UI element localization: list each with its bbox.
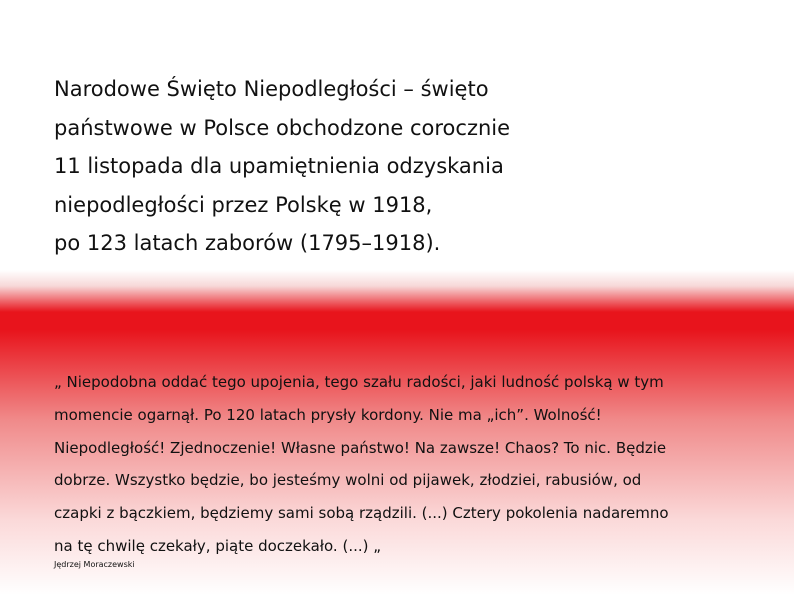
main-line-3: 11 listopada dla upamiętnienia odzyskania <box>54 154 504 178</box>
quote-line-3: Niepodległość! Zjednoczenie! Własne państwo! Na zawsze! Chaos? To nic. Będzie <box>54 438 667 457</box>
quote-line-1: „ Niepodobna oddać tego upojenia, tego szału radości, jaki ludność polską w tym <box>54 373 664 391</box>
quote-author: Jędrzej Moraczewski <box>54 560 135 569</box>
quote-line-4: dobrze. Wszystko będzie, bo jesteśmy wolni od pijawek, złodziei, rabusiów, od <box>54 471 642 490</box>
main-line-4: niepodległości przez Polskę w 1918, <box>54 192 433 217</box>
main-line-2: państwowe w Polsce obchodzone corocznie <box>54 115 511 140</box>
quote-paragraph <box>54 366 754 563</box>
quote-line-2: momencie ogarnął. Po 120 latach prysły kordony. Nie ma „ich”. Wolność! <box>54 405 602 424</box>
main-paragraph <box>54 70 754 263</box>
quote-line-6: na tę chwilę czekały, piąte doczekało. (...) „ <box>54 536 382 555</box>
quote-line-5: czapki z bączkiem, będziemy sami sobą rządzili. (...) Cztery pokolenia nadaremno <box>54 504 669 523</box>
main-line-5: po 123 latach zaborów (1795–1918). <box>54 231 441 255</box>
main-line-1: Narodowe Święto Niepodległości – święto <box>54 77 489 101</box>
